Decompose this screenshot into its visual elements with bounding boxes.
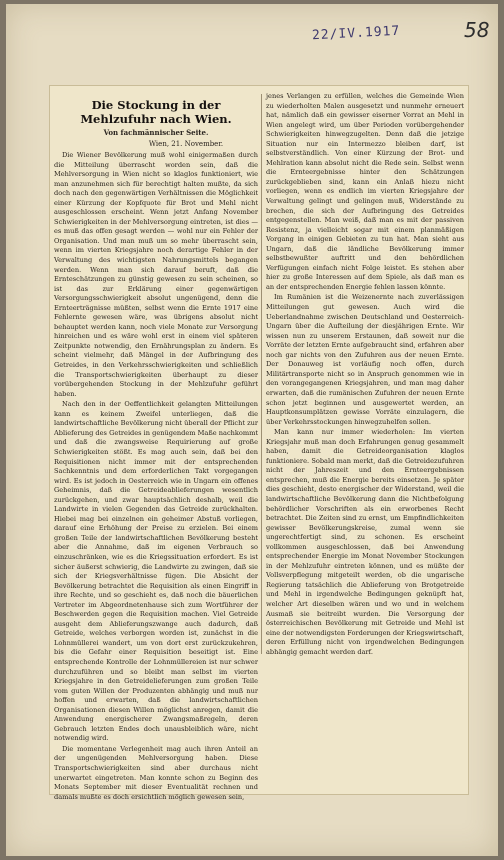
article-title: Die Stockung in der Mehlzufuhr nach Wien. xyxy=(80,98,232,126)
paragraph: Im Rumänien ist die Weizenernte nach zuverlässigen Mitteilungen gut gewesen. Auch wird die Ueberlandnahme zwischen Deutschland und Oesterreich-Ungarn über die Aufteilung der diesjährigen Ernte. Wir wissen nun zu unserem Erstaunen, daß soweit nur die Vorräte der letzten Ernte aufgebraucht sind, erfahren aber noch gar nichts von den Zufuhren aus der neuen Ernte. Der Donauweg ist vorläufig noch offen, durch Militärtransporte nicht so in Anspruch genommen wie in den vorangegangenen Kriegsjahren, und man mag daher erwarten, daß die rumänischen Zufuhren der neuen Ernte schon jetzt beginnen und ausgewertet werden, an Hauptkonsumplätzen gewisse Vorräte einzulagern, die über Verkehrsstockungen hinwegzuhelfen sollen. xyxy=(266,293,464,426)
left-column xyxy=(54,92,258,801)
handwritten-date: 22/IV.1917 xyxy=(311,23,401,44)
article-dateline: Wien, 21. November. xyxy=(148,140,224,148)
right-column xyxy=(266,92,464,656)
newspaper-clipping xyxy=(50,86,468,801)
column-rule xyxy=(261,94,262,654)
page-number: 58 xyxy=(464,18,490,42)
article-byline: Von fachmännischer Seite. xyxy=(103,128,209,137)
paragraph: jenes Verlangen zu erfüllen, welches die Gemeinde Wien zu wiederholten Malen ausgesetzt und nunmehr erneuert hat, nämlich daß ein gewisser eiserner Vorrat an Mehl in Wien angelegt wird, um über Perioden vorübergehender Schwierigkeiten hinwegzugelten. Denn daß die jetzige Situation nur ein Intermezzo bleiben darf, ist selbstverständlich. Von einer Kürzung der Brot- und Mehlration kann absolut nicht die Rede sein. Selbst wenn die Ernteergebnisse hinter den Schätzungen zurückgeblieben sind, kann ein Anlaß hiezu nicht vorliegen, wenn es endlich im vierten Kriegsjahre der Verwaltung gelingt und gelingen muß, Widerstände zu brechen, die sich der Aufbringung des Getreides entgegenstellen. Man weiß, daß man es mit der passiven Resistenz, ja vielleicht sogar mit einem planmäßigen Vorgang in einigen Gebieten zu tun hat. Man sieht aus Ungarn, daß die ländliche Bevölkerung immer selbstbewußter auftritt und den behördlichen Verfügungen einfach nicht Folge leistet. Es stehen aber hier zu große Interessen auf dem Spiele, als daß man es an der entsprechenden Energie fehlen lassen könnte. xyxy=(266,92,464,291)
paragraph: Die Wiener Bevölkerung muß wohl einigermaßen durch die Mitteilung überrascht worden sein, daß die Mehlversorgung in Wien nicht so klaglos funktioniert, wie man anzunehmen sich für berechtigt halten mußte, da sich doch nach den gegenwärtigen Verhältnissen die Möglichkeit einer Kürzung der Kopfquote für Brot und Mehl nicht ausgeschlossen erscheint. Wenn jetzt Anfang November Schwierigkeiten in der Mehlversorgung eintreten, ist dies — es muß das offen gesagt werden — wohl nur ein Fehler der Organisation. Und man muß um so mehr überrascht sein, wenn im vierten Kriegsjahre noch derartige Fehler in der Verwaltung des wichtigsten Nahrungsmittels begangen werden. Wenn man sich darauf beruft, daß die Ernteschätzungen zu günstig gewesen zu sein scheinen, so ist das zur Erklärung einer gegenwärtigen Versorgungsschwierigkeit absolut ungenügend, denn die Ernteerträgnisse müßten, selbst wenn die Ernte 1917 eine Fehlernte gewesen wäre, was übrigens absolut nicht behauptet werden kann, noch viele Monate zur Versorgung hinreichen und es wäre wohl erst in einem viel späteren Zeitpunkte notwendig, den Ernährungsplan zu ändern. Es scheint vielmehr, daß Mängel in der Aufbringung des Getreides, in den Verkehrsschwierigkeiten und schließlich die Transportschwierigkeiten überhaupt zu dieser vorübergehenden Stockung in der Mehlzufuhr geführt haben. xyxy=(54,151,258,398)
archive-sheet xyxy=(6,4,498,856)
paragraph: Man kann nur immer wiederholen: Im vierten Kriegsjahr muß man doch Erfahrungen genug gesammelt haben, damit die Getreideorganisation klaglos funktioniere. Sobald man merkt, daß die Getreidezufuhren nicht der Jahreszeit und den Ernteergebnissen entsprechen, muß die Energie bereits einsetzen. Je später dies geschieht, desto energischer der Widerstand, weil die landwirtschaftliche Bevölkerung dann die Nichtbefolgung behördlicher Vorschriften als ein erworbenes Recht betrachtet. Die Zeiten sind zu ernst, um Empfindlichkeiten gewisser Bevölkerungskreise, zumal wenn sie ungerechtfertigt sind, zu schonen. Es erscheint vollkommen ausgeschlossen, daß bei Anwendung entsprechender Energie im Monat November Stockungen in der Mehlzufuhr eintreten können, und es müßte der Vollsverpflegung mitgeteilt werden, ob die ungarische Regierung tatsächlich die Ablieferung von Brotgetreide und Mehl in irgendwelche Bedingungen geknüpft hat, welcher Art dieselben wären und wo und in welchem Ausmaß sie beitreibt wurden. Die Versorgung der österreichischen Bevölkerung mit Getreide und Mehl ist eine der notwendigsten Forderungen der Kriegswirtschaft, deren Erfüllung nicht von irgendwelchen Bedingungen abhängig gemacht werden darf. xyxy=(266,428,464,656)
paragraph: Nach den in der Oeffentlichkeit gelangten Mitteilungen kann es keinem Zweifel unterliegen, daß die landwirtschaftliche Bevölkerung nicht überall der Pflicht zur Ablieferung des Getreides in genügendem Maße nachkommt und daß die zwangsweise Requirierung auf große Schwierigkeiten stößt. Es mag auch sein, daß bei den Requisitionen nicht immer mit der entsprechenden Sachkenntnis und dem erforderlichen Takt vorgegangen wird. Es ist jedoch in Oesterreich wie in Ungarn ein offenes Geheimnis, daß die Getreideablieferungen wesentlich zurückgehen, und zwar hauptsächlich deshalb, weil die Landwirte in vielen Gegenden das Getreide zurückhalten. Hiebei mag bei einzelnen ein geheimer Abstuß vorliegen, darauf eine Erhöhung der Preise zu erzielen. Bei einem großen Teile der landwirtschaftlichen Bevölkerung besteht aber die Annahme, daß im eigenen Verbrauch so einzuschränken, wie es die Kriegssituation erfordert. Es ist sicher äußerst schwierig, die Landwirte zu zwingen, daß sie sich der Kriegsverhältnisse fügen. Die Absicht der Bevölkerung betrachtet die Requisition als einen Eingriff in ihre Rechte, und so geschieht es, daß noch die bäuerlichen Vertreter im Abgeordnetenhause sich zum Wortführer der Beschwerden gegen die Requisition machen. Viel Getreide ausgeht dem Ablieferungszwange auch dadurch, daß Getreide, welches verborgen worden ist, zunächst in die Lohnmüllerei wandert, um von dort erst zurückzukehren, bis die Gefahr einer Requisition beseitigt ist. Eine entsprechende Kontrolle der Lohnmüllereien ist nur schwer durchzuführen und so bleibt man selbst im vierten Kriegsjahre in den Getreidelieferungen zum großen Teile vom guten Willen der Produzenten abhängig und muß nur hoffen und erwarten, daß die landwirtschaftlichen Organisationen diesen Willen möglichst anregen, damit die Anwendung energischerer Zwangsmaßregeln, deren Gebrauch letzten Endes doch unausbleiblich wäre, nicht notwendig wird. xyxy=(54,400,258,743)
paragraph: Die momentane Verlegenheit mag auch ihren Anteil an der ungenügenden Mehlversorgung haben. Diese Transportschwierigkeiten sind aber durchaus nicht unerwartet eingetreten. Man konnte schon zu Beginn des Monats September mit dieser Eventualität rechnen und damals mußte es doch ersichtlich möglich gewesen sein, xyxy=(54,744,258,801)
